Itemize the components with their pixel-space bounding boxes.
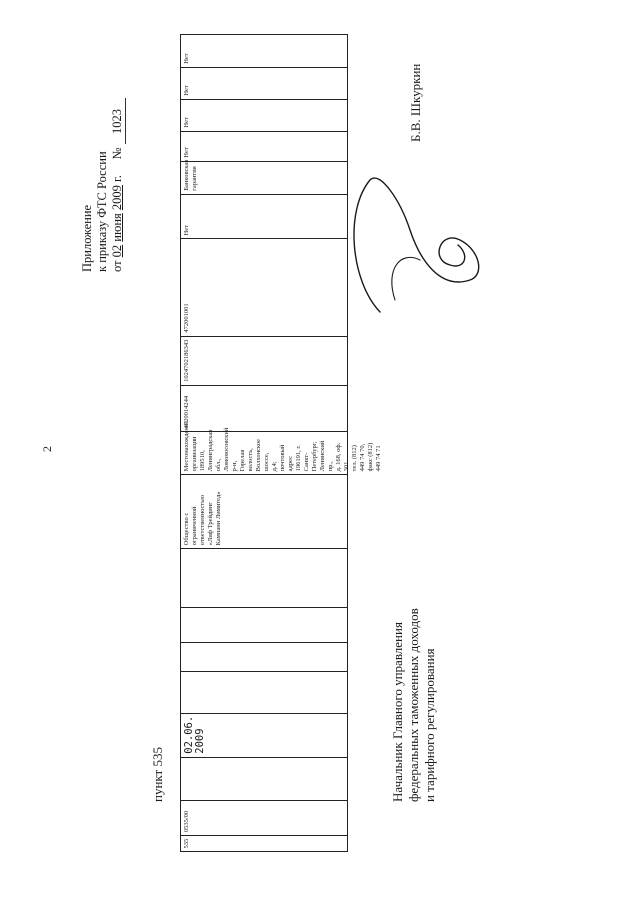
signatory-name: Б.В. Шкуркин bbox=[408, 63, 423, 142]
registry-table bbox=[180, 34, 382, 852]
appendix-year-suffix: г. bbox=[110, 175, 124, 182]
cell-note-5: Нет bbox=[183, 53, 190, 64]
appendix-day: 02 bbox=[110, 244, 124, 258]
cell-note-3: Нет bbox=[181, 99, 347, 131]
cell-kpp: 472001001 bbox=[181, 239, 347, 336]
appendix-order-line bbox=[110, 98, 126, 272]
cell-empty bbox=[181, 607, 347, 642]
section-title: пункт 535 bbox=[150, 747, 165, 802]
appendix-line-1: Приложение bbox=[80, 204, 94, 272]
chief-line-2: федеральных таможенных доходов bbox=[406, 608, 421, 802]
cell-empty bbox=[181, 757, 347, 800]
cell-note-2: Нет bbox=[181, 131, 347, 161]
cell-date bbox=[181, 713, 347, 757]
appendix-from-prefix: от bbox=[110, 260, 124, 272]
cell-code: 0535/00 bbox=[181, 800, 347, 835]
cell-inn: 4720014244 bbox=[181, 385, 347, 431]
cell-empty bbox=[181, 642, 347, 671]
appendix-month: июня bbox=[110, 213, 124, 242]
signature-image bbox=[340, 170, 490, 320]
cell-empty bbox=[181, 548, 347, 607]
appendix-order-number: 1023 bbox=[110, 98, 126, 144]
cell-ogrn: 1024702186343 bbox=[181, 336, 347, 385]
page-number: 2 bbox=[40, 446, 54, 452]
appendix-number-sign: № bbox=[110, 147, 124, 160]
chief-title bbox=[390, 608, 438, 802]
location-value: Местонахождение организации 189510, Ленинградская обл., Ломоносовский р-н, Горелая волость, Волхонское шоссе, д.4; почтовый адрес 196191, г. Санкт-Петербург, Ленинский пр., д. 168, оф. 301 тел. (812) 449 74 70, факс (812) 449 74 71 bbox=[183, 420, 382, 472]
cell-note-1: Нет bbox=[181, 194, 347, 239]
date-value: 02.06. 2009 bbox=[183, 715, 206, 754]
appendix-line-2: к приказу ФТС России bbox=[95, 151, 109, 272]
cell-organization-name: Общество с ограниченной ответственностью «Лиф Трейдинг Кампани Лимитед» bbox=[181, 474, 347, 548]
cell-empty bbox=[181, 671, 347, 712]
appendix-header bbox=[80, 98, 126, 272]
chief-line-3: и тарифного регулирования bbox=[422, 648, 437, 802]
appendix-year: 2009 bbox=[110, 185, 124, 211]
cell-note-4: Нет bbox=[181, 67, 347, 99]
cell-location bbox=[181, 420, 382, 474]
chief-line-1: Начальник Главного управления bbox=[390, 622, 405, 802]
cell-row-number: 535 bbox=[181, 835, 347, 851]
cell-security-type: Банковская гарантия bbox=[181, 161, 347, 194]
